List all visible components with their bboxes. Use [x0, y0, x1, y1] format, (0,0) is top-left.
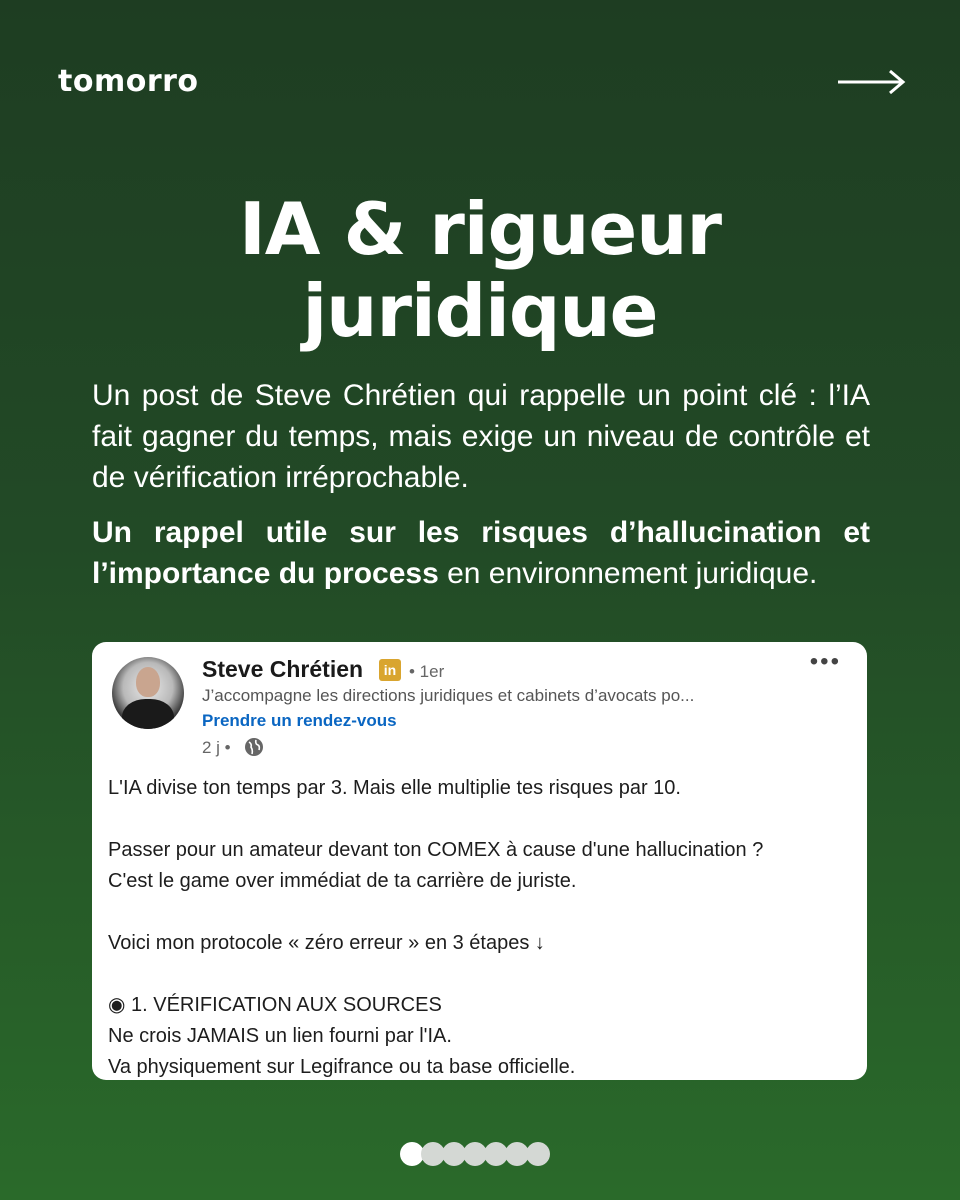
title-line-1: IA & rigueur: [238, 187, 721, 271]
avatar[interactable]: [112, 657, 184, 729]
linkedin-post-card: [92, 642, 867, 1080]
post-line: ◉ 1. VÉRIFICATION AUX SOURCES: [108, 994, 442, 1016]
linkedin-icon: in: [379, 659, 401, 681]
book-meeting-link[interactable]: Prendre un rendez-vous: [202, 711, 397, 730]
highlight-bold: Un rappel utile sur les risques d’hallucination et l’importance du process: [92, 516, 870, 590]
title-line-2: juridique: [302, 269, 658, 353]
highlight-regular: en environnement juridique.: [438, 557, 818, 590]
post-line: Ne crois JAMAIS un lien fourni par l'IA.: [108, 1025, 452, 1047]
post-line: Va physiquement sur Legifrance ou ta base officielle.: [108, 1056, 576, 1078]
author-headline: J’accompagne les directions juridiques et cabinets d’avocats po...: [202, 686, 695, 705]
intro-text: Un post de Steve Chrétien qui rappelle un point clé : l’IA fait gagner du temps, mais exige un niveau de contrôle et de vérification irréprochable.: [92, 379, 870, 494]
post-timestamp: 2 j •: [202, 738, 231, 757]
brand-logo: tomorro: [58, 64, 199, 99]
pager-dot[interactable]: [526, 1142, 550, 1166]
globe-icon: [244, 737, 264, 757]
connection-degree: • 1er: [409, 662, 445, 681]
page-title: [0, 188, 960, 352]
post-line: C'est le game over immédiat de ta carrière de juriste.: [108, 870, 577, 892]
highlight-text: [92, 512, 870, 594]
arrow-right-icon[interactable]: [836, 68, 906, 96]
post-line: Passer pour un amateur devant ton COMEX à cause d'une hallucination ?: [108, 839, 764, 861]
author-name[interactable]: Steve Chrétien: [202, 656, 364, 682]
post-line: Voici mon protocole « zéro erreur » en 3 étapes ↓: [108, 932, 545, 954]
post-body: [108, 773, 853, 1080]
carousel-pagination[interactable]: [400, 1142, 547, 1166]
more-options-icon[interactable]: •••: [809, 648, 841, 675]
post-line: L'IA divise ton temps par 3. Mais elle multiplie tes risques par 10.: [108, 777, 681, 799]
